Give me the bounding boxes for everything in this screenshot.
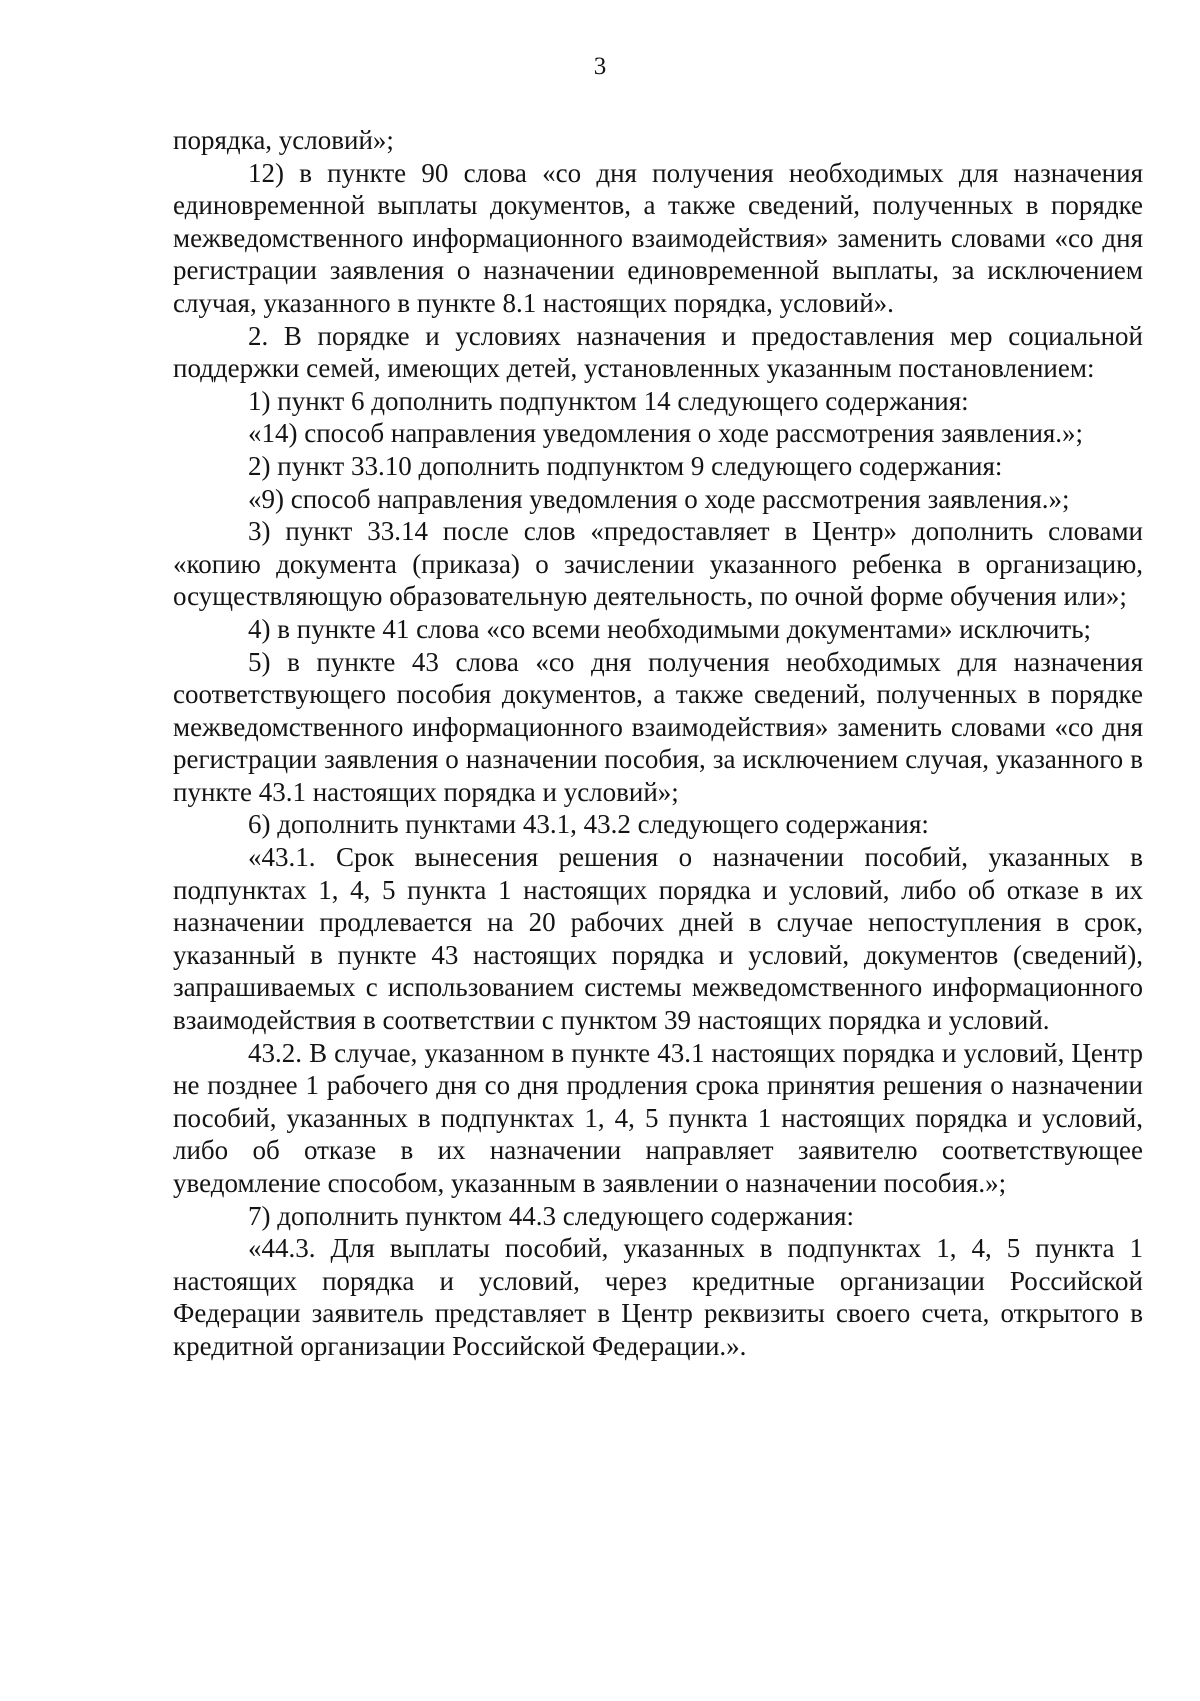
paragraph-quote-43-1: «43.1. Срок вынесения решения о назначении пособий, указанных в подпунктах 1, 4, 5 пункта 1 настоящих порядка и условий, либо об отказе в их назначении продлевается на 20 рабочих дней в случае непоступления в срок, указанный в пункте 43 настоящих порядка и условий, документов (сведений), запрашиваемых с использованием системы межведомственного информационного взаимодействия в соответствии с пунктом 39 настоящих порядка и условий. [173,842,1143,1036]
paragraph-item-2: 2) пункт 33.10 дополнить подпунктом 9 следующего содержания: [248,450,1003,481]
paragraph-quote-44-3: «44.3. Для выплаты пособий, указанных в подпунктах 1, 4, 5 пункта 1 настоящих порядка и условий, через кредитные организации Российской Федерации заявитель представляет в Центр реквизиты своего счета, открытого в кредитной организации Российской Федерации.». [173,1233,1143,1361]
paragraph-item-12: 12) в пункте 90 слова «со дня получения необходимых для назначения единовременной выплаты документов, а также сведений, полученных в порядке межведомственного информационного взаимодействия» заменить словами «со дня регистрации заявления о назначении единовременной выплаты, за исключением случая, указанного в пункте 8.1 настоящих порядка, условий». [173,157,1143,318]
paragraph-quote-14: «14) способ направления уведомления о ходе рассмотрения заявления.»; [248,418,1084,449]
paragraph-item-3: 3) пункт 33.14 после слов «предоставляет в Центр» дополнить словами «копию документа (приказа) о зачислении указанного ребенка в организацию, осуществляющую образовательную деятельность, по очной форме обучения или»; [173,516,1143,612]
page-number: 3 [593,53,607,80]
paragraph-quote-43-2: 43.2. В случае, указанном в пункте 43.1 настоящих порядка и условий, Центр не позднее 1 рабочего дня со дня продления срока принятия решения о назначении пособий, указанных в подпунктах 1, 4, 5 пункта 1 настоящих порядка и условий, либо об отказе в их назначении направляет заявителю соответствующее уведомление способом, указанным в заявлении о назначении пособия.»; [173,1037,1143,1198]
paragraph-section-2: 2. В порядке и условиях назначения и предоставления мер социальной поддержки семей, имеющих детей, установленных указанным постановлением: [173,320,1143,384]
paragraph-item-7: 7) дополнить пунктом 44.3 следующего содержания: [248,1200,855,1231]
paragraph-continuation: порядка, условий»; [173,125,394,155]
paragraph-item-1: 1) пункт 6 дополнить подпунктом 14 следующего содержания: [248,385,969,416]
paragraph-item-6: 6) дополнить пунктами 43.1, 43.2 следующего содержания: [248,809,929,840]
paragraph-quote-9: «9) способ направления уведомления о ходе рассмотрения заявления.»; [248,483,1070,514]
paragraph-item-5: 5) в пункте 43 слова «со дня получения необходимых для назначения соответствующего пособия документов, а также сведений, полученных в порядке межведомственного информационного взаимодействия» заменить словами «со дня регистрации заявления о назначении пособия, за исключением случая, указанного в пункте 43.1 настоящих порядка и условий»; [173,646,1143,807]
document-body [173,124,1143,1363]
paragraph-item-4: 4) в пункте 41 слова «со всеми необходимыми документами» исключить; [248,613,1092,644]
